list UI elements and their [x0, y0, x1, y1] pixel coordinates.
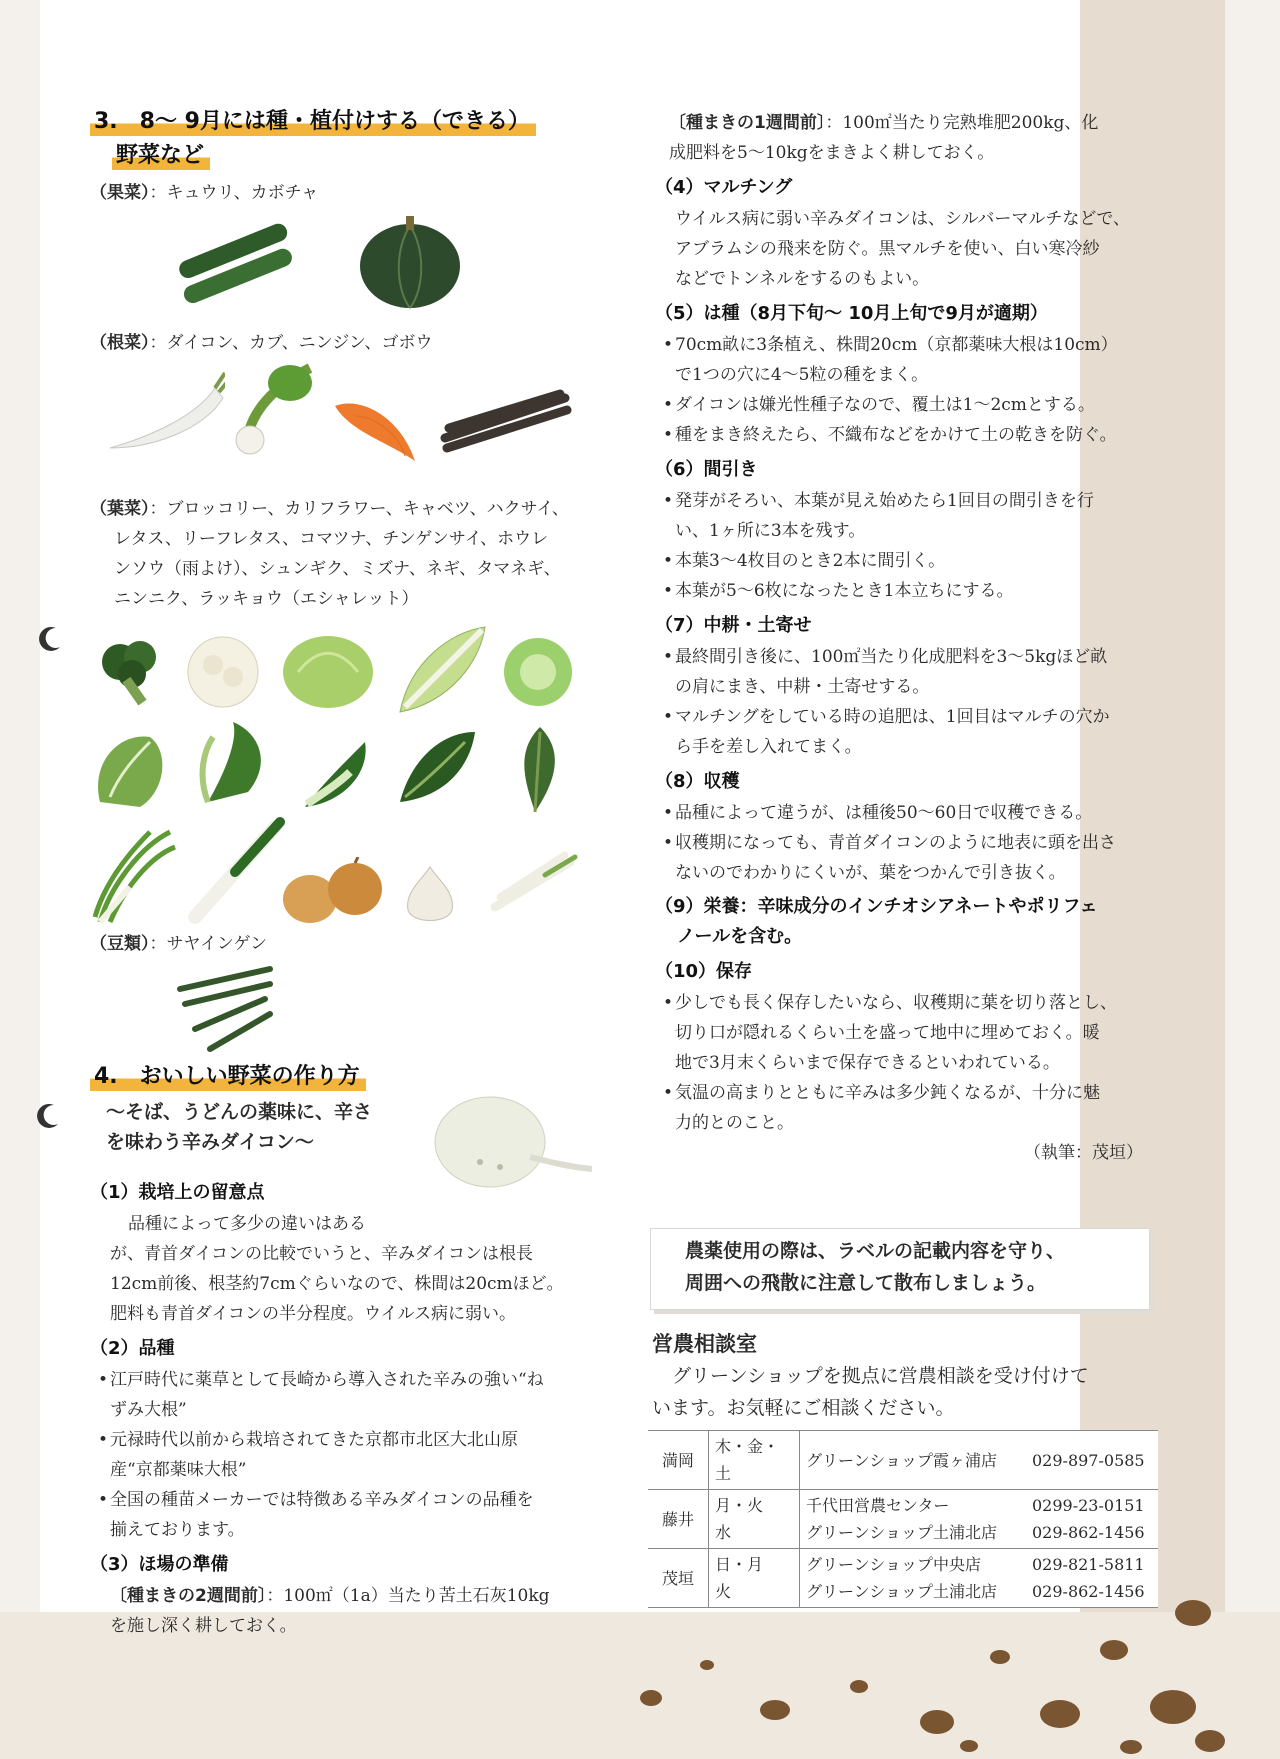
- consult-text: グリーンショップを拠点に営農相談を受け付けて います。お気軽にご相談ください。: [652, 1365, 1089, 1419]
- daikon-icon: [105, 368, 225, 458]
- field-prep-text: 〔種まきの2週間前〕：100㎡（1a）当たり苦土石灰10kg を施し深く耕しておく。: [110, 1586, 550, 1636]
- prep-week-text: 〔種まきの1週間前〕：100㎡当たり完熟堆肥200kg、化 成肥料を5～10kgをまきよく耕しておく。: [669, 113, 1099, 163]
- pesticide-notice: 農薬使用の際は、ラベルの記載内容を守り、 周囲への飛散に注意して散布しましょう。: [650, 1228, 1150, 1310]
- cauliflower-icon: [178, 627, 268, 712]
- list-item: • 最終間引き後に、100㎡当たり化成肥料を3～5kgほど畝 の肩にまき、中耕・土寄せする。: [655, 642, 1155, 702]
- list-item: • 種をまき終えたら、不織布などをかけて土の乾きを防ぐ。: [655, 420, 1155, 450]
- table-row: 茂垣 日・月 火 グリーンショップ中央店 グリーンショップ土浦北店 029-821-5811 029-862-1456: [648, 1549, 1158, 1608]
- consult-table: [648, 1430, 1158, 1608]
- list-item: • 品種によって違うが、は種後50～60日で収穫できる。: [655, 798, 1155, 828]
- crescent-icon: [36, 625, 64, 653]
- bean-vegetables: （豆類）：サヤインゲン: [90, 934, 268, 954]
- leaf-vegetable-images: [90, 622, 620, 927]
- onion-icon: [280, 857, 390, 927]
- crescent-icon: [34, 1102, 62, 1130]
- section3-title-line2: 野菜など: [112, 142, 210, 170]
- leaf-lettuce-icon: [90, 722, 170, 812]
- chinese-cabbage-icon: [390, 622, 490, 717]
- garlic-icon: [400, 862, 460, 927]
- storage-heading: （10）保存: [655, 961, 753, 982]
- list-item: • ダイコンは嫌光性種子なので、覆土は1～2cmとする。: [655, 390, 1155, 420]
- cabbage-icon: [278, 627, 378, 712]
- cultivation-notes-heading: （1）栽培上の留意点: [90, 1182, 265, 1203]
- list-item: • 気温の高まりとともに辛みは多少鈍くなるが、十分に魅 力的とのこと。: [655, 1078, 1155, 1138]
- field-prep-heading: （3）ほ場の準備: [90, 1554, 229, 1575]
- turnip-icon: [220, 358, 320, 463]
- list-item: • 本葉3～4枚目のとき2本に間引く。: [655, 546, 1155, 576]
- pumpkin-icon: [355, 208, 465, 313]
- table-row: 満岡 木・金・土 グリーンショップ霞ヶ浦店 029-897-0585: [648, 1431, 1158, 1490]
- list-item: • 少しでも長く保存したいなら、収穫期に葉を切り落とし、 切り口が隠れるくらい土を盛って地中に埋めておく。暖 地で3月末くらいまで保存できるといわれている。: [655, 988, 1155, 1078]
- lettuce-icon: [498, 632, 578, 712]
- consult-title: 営農相談室: [652, 1332, 757, 1356]
- list-item: • 江戸時代に薬草として長崎から導入された辛みの強い“ね ずみ大根”: [90, 1365, 620, 1425]
- bean-vegetable-images: [90, 959, 620, 1059]
- list-item: • 発芽がそろい、本葉が見え始めたら1回目の間引きを行 い、1ヶ所に3本を残す。: [655, 486, 1155, 546]
- sowing-list: [655, 330, 1155, 450]
- nutrition-heading: （9）栄養：辛味成分のインチオシアネートやポリフェ ノールを含む。: [655, 896, 1098, 947]
- thinning-list: [655, 486, 1155, 606]
- leaf-vegetables: （葉菜）：ブロッコリー、カリフラワー、キャベツ、ハクサイ、: [90, 499, 569, 519]
- list-item: • 収穫期になっても、青首ダイコンのように地表に頭を出さ ないのでわかりにくいが、葉をつかんで引き抜く。: [655, 828, 1155, 888]
- karami-daikon-icon: [420, 1087, 595, 1197]
- green-onion-icon: [185, 817, 285, 927]
- root-vegetable-images: [90, 358, 620, 488]
- cultivation-list: [655, 642, 1155, 762]
- section3-title: 3. 8～ 9月には種・植付けする（できる）: [90, 108, 536, 136]
- spinach-icon: [390, 722, 485, 812]
- komatsuna-icon: [188, 717, 283, 807]
- cultivation-heading: （7）中耕・土寄せ: [655, 615, 812, 636]
- mizuna-icon: [90, 827, 180, 927]
- burdock-icon: [435, 388, 575, 458]
- shungiku-icon: [495, 722, 580, 817]
- section4-subtitle-block: ～そば、うどんの薬味に、辛さ を味わう辛みダイコン～: [90, 1097, 620, 1173]
- carrot-icon: [330, 386, 420, 466]
- section4-title: 4. おいしい野菜の作り方: [90, 1063, 366, 1091]
- list-item: • 元禄時代以前から栽培されてきた京都市北区大北山原 産“京都薬味大根”: [90, 1425, 620, 1485]
- harvest-heading: （8）収穫: [655, 771, 740, 792]
- bok-choy-icon: [295, 732, 375, 812]
- broccoli-icon: [90, 632, 170, 712]
- list-item: • 全国の種苗メーカーでは特徴ある辛みダイコンの品種を 揃えております。: [90, 1485, 620, 1545]
- list-item: • 本葉が5～6枚になったとき1本立ちにする。: [655, 576, 1155, 606]
- variety-heading: （2）品種: [90, 1338, 175, 1359]
- sowing-heading: （5）は種（8月下旬～ 10月上旬で9月が適期）: [655, 303, 1048, 324]
- fruit-vegetable-images: [90, 208, 620, 326]
- variety-list: [90, 1365, 620, 1545]
- section4-subtitle: ～そば、うどんの薬味に、辛さ: [106, 1101, 373, 1123]
- shallot-icon: [485, 847, 580, 917]
- cucumber-icon: [170, 212, 300, 312]
- root-vegetables: （根菜）：ダイコン、カブ、ニンジン、ゴボウ: [90, 333, 433, 353]
- thinning-heading: （6）間引き: [655, 459, 758, 480]
- author-credit: （執筆：茂垣）: [1024, 1143, 1143, 1163]
- storage-list: [655, 988, 1155, 1138]
- list-item: • 70cm畝に3条植え、株間20cm（京都薬味大根は10cm） で1つの穴に4～5粒の種をまく。: [655, 330, 1155, 390]
- harvest-list: [655, 798, 1155, 888]
- mulching-heading: （4）マルチング: [655, 177, 793, 198]
- left-column: 3. 8～ 9月には種・植付けする（できる） 野菜など （果菜）：キュウリ、カボチャ （根菜）：ダイコン、カブ、ニンジン、ゴボウ （葉菜）：ブロッコリー、カリフラワー、キャベツ、ハクサイ、 レタス、リーフレタス、コマツナ、チンゲンサイ、ホウレ ンソウ（雨よけ）、シュンギク、ミズナ、ネギ、タマネギ、 ニンニク、ラッキョウ（エシャレット） （豆類）：サヤインゲン 4. おいしい野菜の作り方 ～そば、うどんの薬味に、辛さ を味わう辛みダイコン～ （1）栽培上の留意点 品種によって多少の違いはある が、青首ダイコンの比較でいうと、辛みダイコンは根長 12cm前後、根茎約7cmぐらいなので、株間は20cmほど。 肥料も青首ダイコンの半分程度。ウイルス病に弱い。 （2）品種 • 江戸時代に薬草として長崎から導入された辛みの強い“ね ずみ大根” • 元禄時代以前から栽培されてきた京都市北区大北山原 産“京都薬味大根” • 全国の種苗メーカーでは特徴ある辛みダイコンの品種を 揃えております。 （3）ほ場の準備 〔種まきの2週間前〕：100㎡（1a）当たり苦土石灰10kg を施し深く耕しておく。: [90, 108, 620, 1641]
- leaf-vegetables-list: レタス、リーフレタス、コマツナ、チンゲンサイ、ホウレ ンソウ（雨よけ）、シュンギク、ミズナ、ネギ、タマネギ、 ニンニク、ラッキョウ（エシャレット）: [114, 529, 561, 609]
- right-column: 〔種まきの1週間前〕：100㎡当たり完熟堆肥200kg、化 成肥料を5～10kgをまきよく耕しておく。 （4）マルチング ウイルス病に弱い辛みダイコンは、シルバーマルチなどで、 アブラムシの飛来を防ぐ。黒マルチを使い、白い寒冷紗 などでトンネルをするのもよい。 （5）は種（8月下旬～ 10月上旬で9月が適期） • 70cm畝に3条植え、株間20cm（京都薬味大根は10cm） で1つの穴に4～5粒の種をまく。 • ダイコンは嫌光性種子なので、覆土は1～2cmとする。 • 種をまき終えたら、不織布などをかけて土の乾きを防ぐ。 （6）間引き • 発芽がそろい、本葉が見え始めたら1回目の間引きを行 い、1ヶ所に3本を残す。 • 本葉3～4枚目のとき2本に間引く。 • 本葉が5～6枚になったとき1本立ちにする。 （7）中耕・土寄せ • 最終間引き後に、100㎡当たり化成肥料を3～5kgほど畝 の肩にまき、中耕・土寄せする。 • マルチングをしている時の追肥は、1回目はマルチの穴か ら手を差し入れてまく。 （8）収穫 • 品種によって違うが、は種後50～60日で収穫できる。 • 収穫期になっても、青首ダイコンのように地表に頭を出さ ないのでわかりにくいが、葉をつかんで引き抜く。 （9）栄養：辛味成分のインチオシアネートやポリフェ ノールを含む。 （10）保存 • 少しでも長く保存したいなら、収穫期に葉を切り落とし、 切り口が隠れるくらい土を盛って地中に埋めておく。暖 地で3月末くらいまで保存できるといわれている。 • 気温の高まりとともに辛みは多少鈍くなるが、十分に魅 力的とのこと。 （執筆：茂垣）: [655, 108, 1155, 1168]
- green-bean-icon: [170, 959, 280, 1054]
- list-item: • マルチングをしている時の追肥は、1回目はマルチの穴か ら手を差し入れてまく。: [655, 702, 1155, 762]
- table-row: 藤井 月・火 水 千代田営農センター グリーンショップ土浦北店 0299-23-0151 029-862-1456: [648, 1490, 1158, 1549]
- fruit-vegetables: （果菜）：キュウリ、カボチャ: [90, 183, 319, 203]
